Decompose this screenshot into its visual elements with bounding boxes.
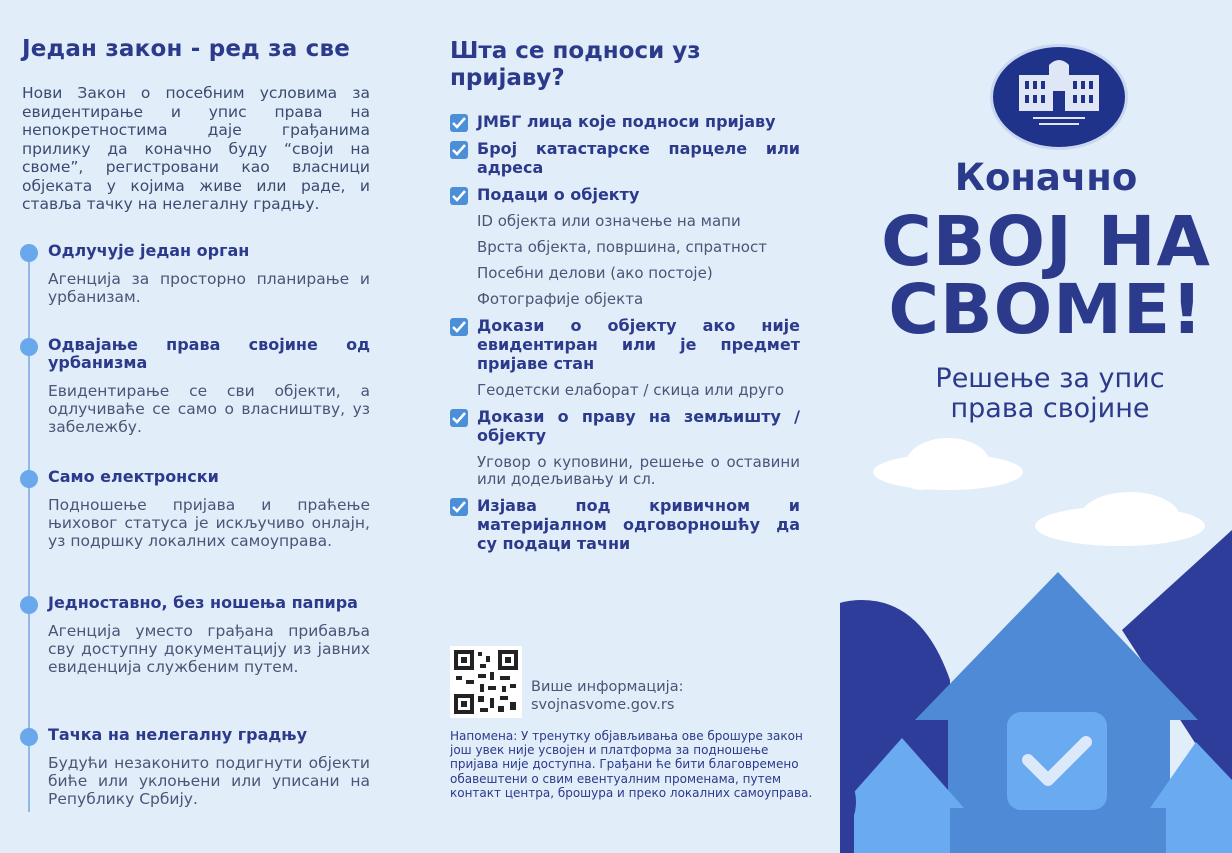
subheadline-line-2: права својине — [950, 393, 1150, 424]
cloud-icon — [873, 438, 1205, 546]
checklist-subitem: Уговор о куповини, решење о оставини или додељивању и сл. — [477, 453, 800, 488]
checklist-subitem: Врста објекта, површина, спратност — [477, 238, 767, 256]
checklist-subitem: Посебни делови (ако постоје) — [477, 264, 713, 282]
checkbox-checked-icon — [450, 187, 468, 205]
checklist-item-title: Број катастарске парцеле или адреса — [477, 139, 800, 177]
bullet-dot-icon — [20, 470, 38, 488]
timeline-item-text: Агенција уместо грађана прибавља сву доступну документацију из јавних евиденција службеним путем. — [48, 622, 370, 676]
house-illustration — [840, 420, 1232, 853]
checklist-item — [450, 407, 800, 488]
left-column — [22, 36, 370, 808]
headline-line-2: СВОМЕ! — [888, 270, 1204, 350]
timeline-item-title: Једноставно, без ношења папира — [48, 593, 358, 612]
timeline-item — [22, 336, 370, 436]
intro-text: Нови Закон о посебним условима за евидентирање и упис права на непокретностима даје грађанима прилику да коначно буду “своји на своме”, регистровани као власници објеката у којима живе или раде, и ставља тачку на нелегалну градњу. — [22, 84, 370, 213]
checklist-item — [450, 316, 800, 399]
timeline-item — [22, 594, 370, 676]
checklist-item — [450, 185, 800, 308]
subheadline — [840, 364, 1232, 424]
checkbox-checked-icon — [450, 318, 468, 336]
checkbox-checked-icon — [450, 498, 468, 516]
more-info-block — [450, 646, 800, 721]
timeline-item-title: Само електронски — [48, 467, 219, 486]
checklist-item-title: ЈМБГ лица које подноси пријаву — [477, 112, 776, 131]
bullet-dot-icon — [20, 596, 38, 614]
checklist-item — [450, 139, 800, 177]
checklist-title: Шта се подноси уз пријаву? — [450, 38, 701, 91]
checklist-item-title: Подаци о објекту — [477, 185, 640, 204]
government-logo — [990, 44, 1128, 150]
timeline-item-title: Тачка на нелегалну градњу — [48, 725, 308, 744]
right-column — [840, 0, 1232, 853]
bullet-dot-icon — [20, 244, 38, 262]
timeline-item-text: Будући незаконито подигнути објекти биће или уклоњени или уписани на Републику Србију. — [48, 754, 370, 808]
timeline-item — [22, 242, 370, 306]
disclaimer-note: Напомена: У тренутку објављивања ове брошуре закон још увек није усвојен и платформа за подношење пријава није доступна. Грађани ће бити благовремено обавештени о свим евентуалним променама, путем контакт центра, брошура и преко локалних самоуправа. — [450, 729, 813, 800]
kicker-text: Коначно — [954, 156, 1138, 199]
document-checklist — [450, 112, 800, 553]
checklist-item-title: Изјава под кривичном и материјалном одговорношћу да су подаци тачни — [477, 496, 800, 553]
checkbox-checked-icon — [450, 114, 468, 132]
left-title: Један закон - ред за све — [22, 36, 351, 62]
checklist-subitem: Геодетски елаборат / скица или друго — [477, 381, 785, 399]
checklist-item-title: Докази о објекту ако није евидентиран или је предмет пријаве стан — [477, 316, 800, 373]
headline-line-1: СВОЈ НА — [881, 202, 1211, 282]
more-info-label — [531, 678, 683, 714]
checklist-subitem: ID објекта или означење на мапи — [477, 212, 741, 230]
timeline-item-title: Одвајање права својине од урбанизма — [48, 335, 370, 372]
timeline-item — [22, 726, 370, 808]
more-info-heading: Више информација: — [531, 679, 684, 695]
checkbox-checked-icon — [450, 409, 468, 427]
qr-code-icon[interactable] — [450, 646, 522, 718]
bullet-dot-icon — [20, 728, 38, 746]
bullet-dot-icon — [20, 338, 38, 356]
checkbox-checked-icon — [450, 141, 468, 159]
timeline-item-text: Евидентирање се сви објекти, а одлучиваће се само о власништву, уз забележбу. — [48, 382, 370, 436]
checklist-item — [450, 496, 800, 553]
timeline-item — [22, 468, 370, 550]
timeline-item-text: Подношење пријава и праћење њиховог статуса је искључиво онлајн, уз подршку локалних самоуправа. — [48, 496, 370, 550]
checklist-item — [450, 112, 800, 131]
checklist-subitem: Фотографије објекта — [477, 290, 644, 308]
timeline-item-text: Агенција за просторно планирање и урбанизам. — [48, 270, 370, 306]
headline — [840, 202, 1232, 350]
checklist-item-title: Докази о праву на земљишту / објекту — [477, 407, 800, 445]
middle-column — [450, 38, 813, 800]
timeline-item-title: Одлучује један орган — [48, 241, 250, 260]
subheadline-line-1: Решење за упис — [935, 363, 1165, 394]
more-info-url-link[interactable]: svojnasvome.gov.rs — [531, 697, 675, 713]
